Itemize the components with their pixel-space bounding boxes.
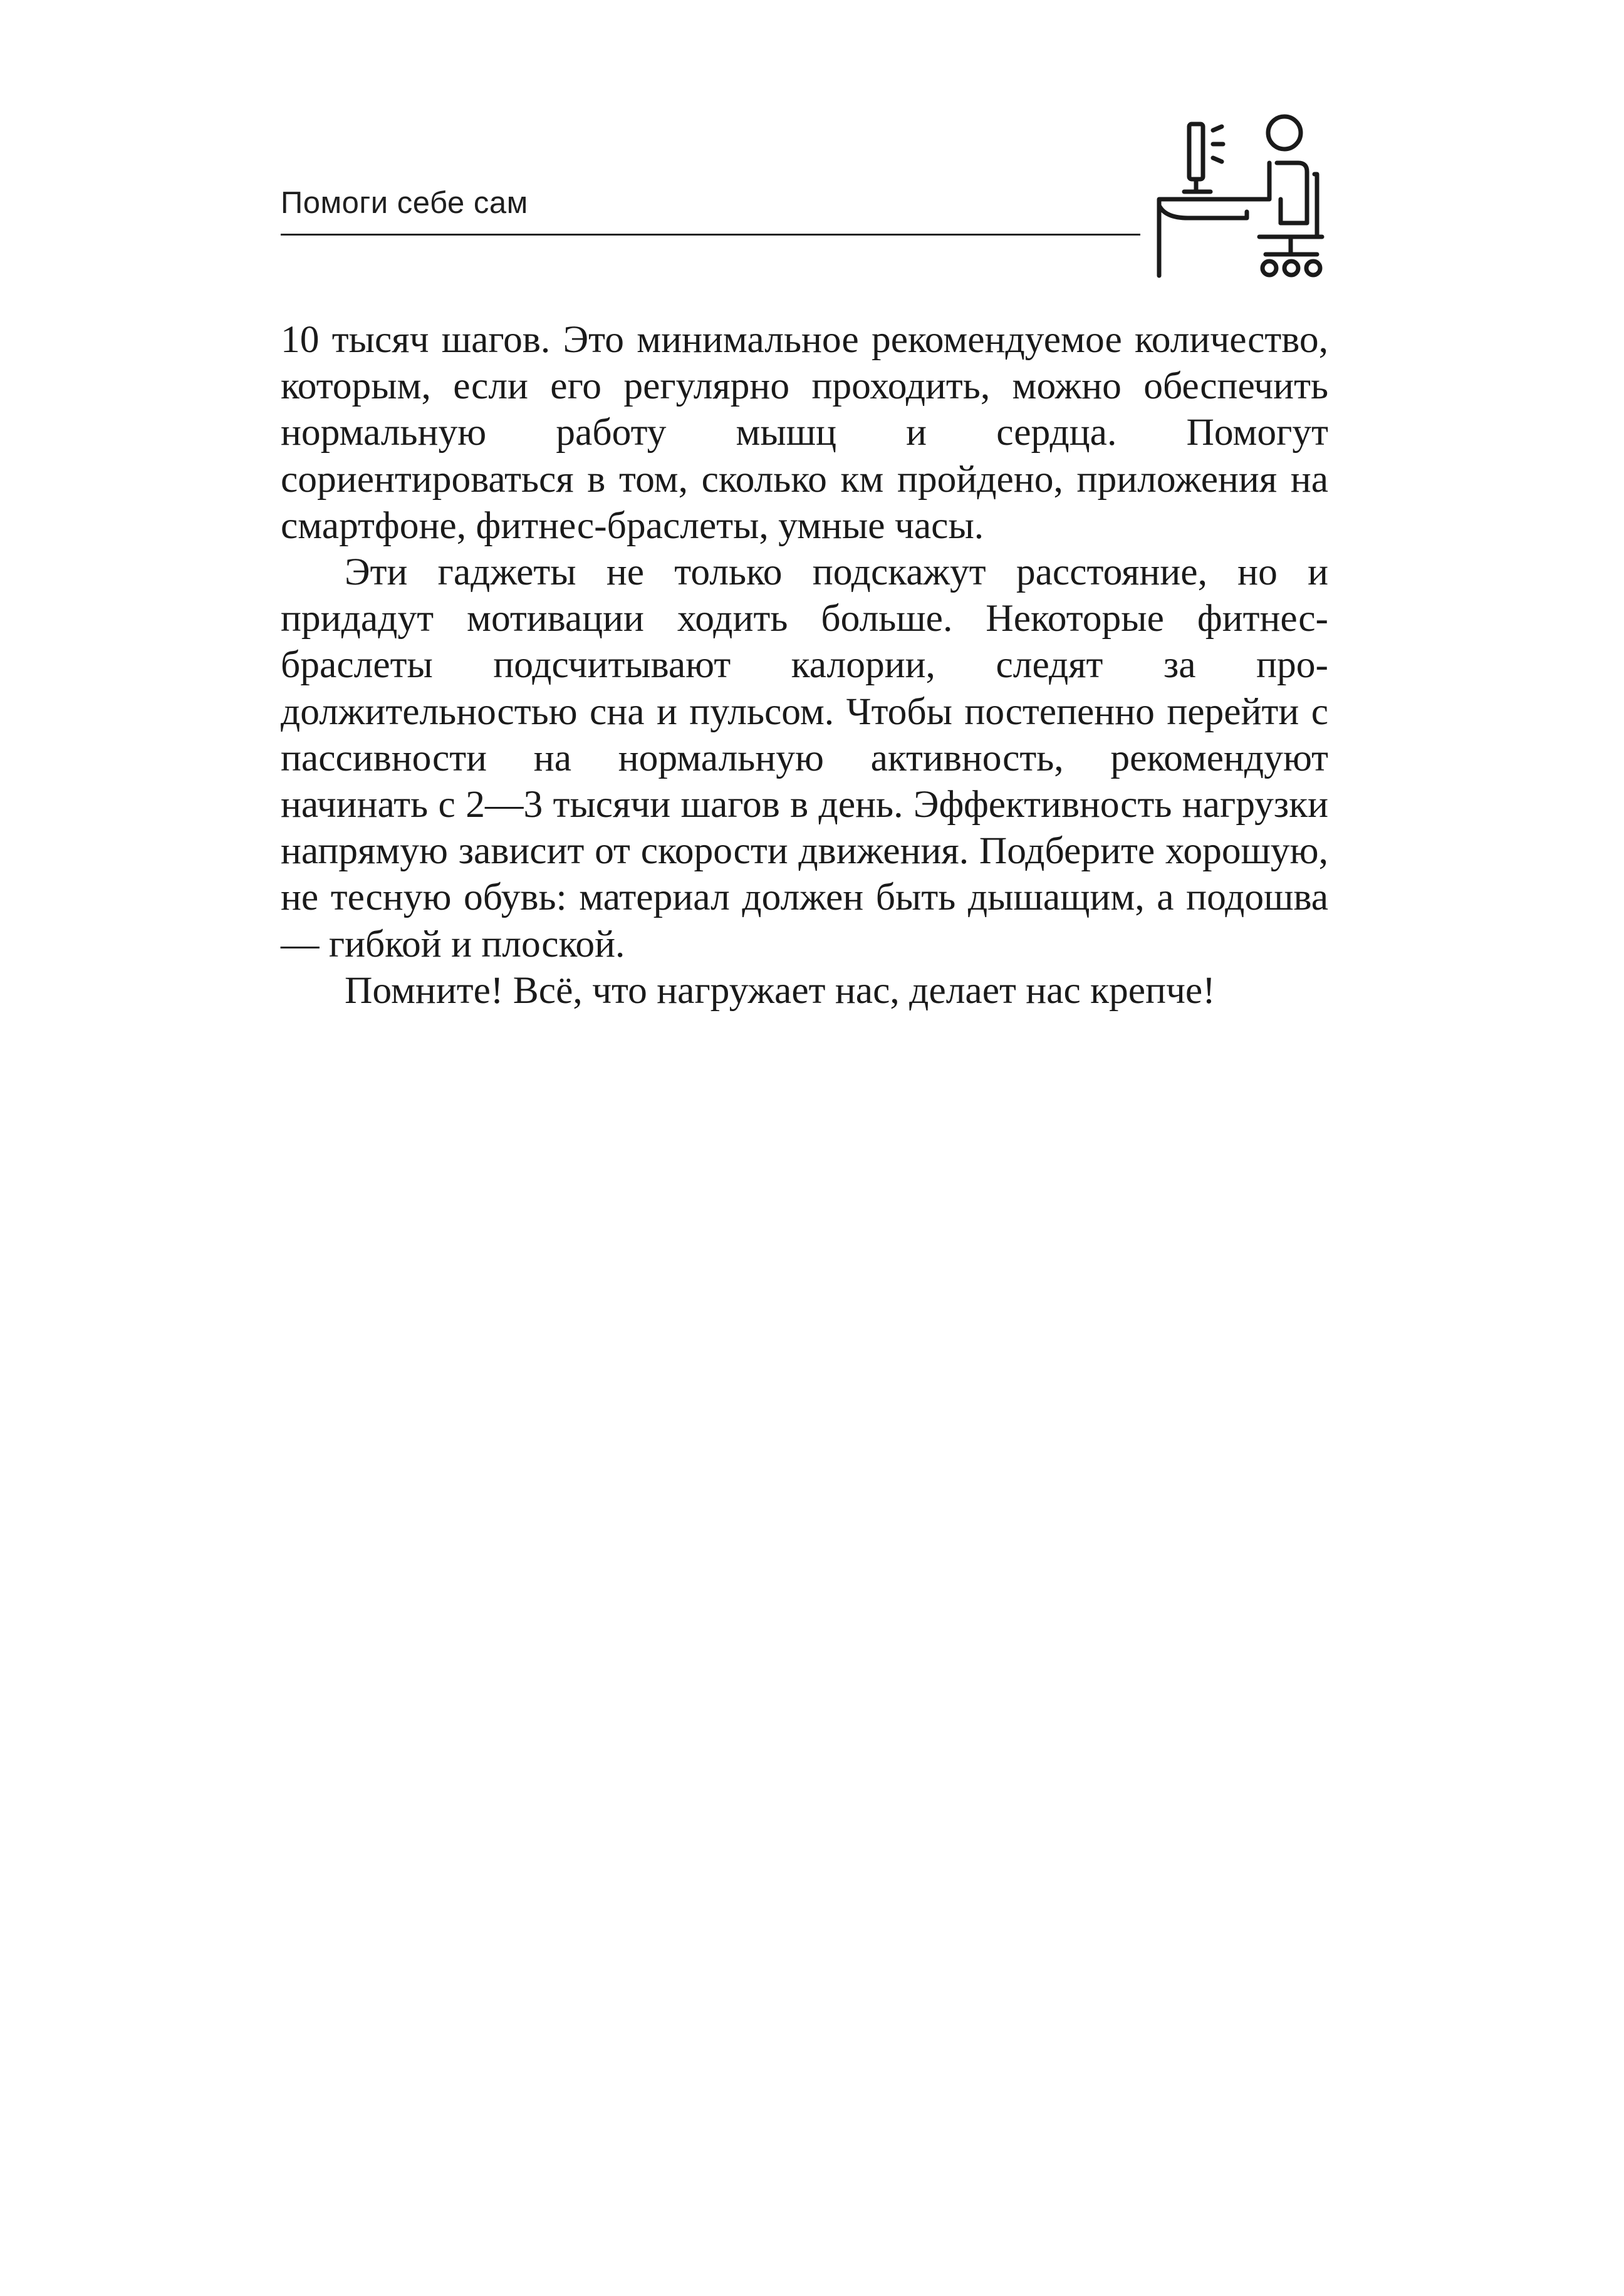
paragraph: 10 тысяч шагов. Это минимальное рекомендуемое количество, которым, если его регулярно проходить, можно обеспечить нормальную работу мышц и сердца. Помогут сориентироваться в том, сколько км пройдено, приложения на смартфоне, фитнес-браслеты, умные часы. — [281, 318, 1328, 547]
paragraph: Помните! Всё, что нагружает нас, делает нас крепче! — [345, 969, 1215, 1012]
paragraph: Эти гаджеты не только подскажут расстояние, но и придадут мотивации ходить больше. Некоторые фитнес-браслеты подсчитывают калории, следят за продолжительностью сна и пульсом. Чтобы постепенно перейти с пассивности на нормальную активность, рекомендуют начинать с 2—3 тысячи шагов в день. Эффективность нагрузки напрямую зависит от скорости движения. Подберите хорошую, не тесную обувь: материал должен быть дышащим, а подошва — гибкой и плоской. — [281, 551, 1328, 965]
body-text — [281, 316, 1328, 1014]
header-rule — [281, 234, 1140, 236]
person-at-computer-desk-icon — [1153, 112, 1330, 279]
running-head-title: Помоги себе сам — [281, 186, 528, 220]
